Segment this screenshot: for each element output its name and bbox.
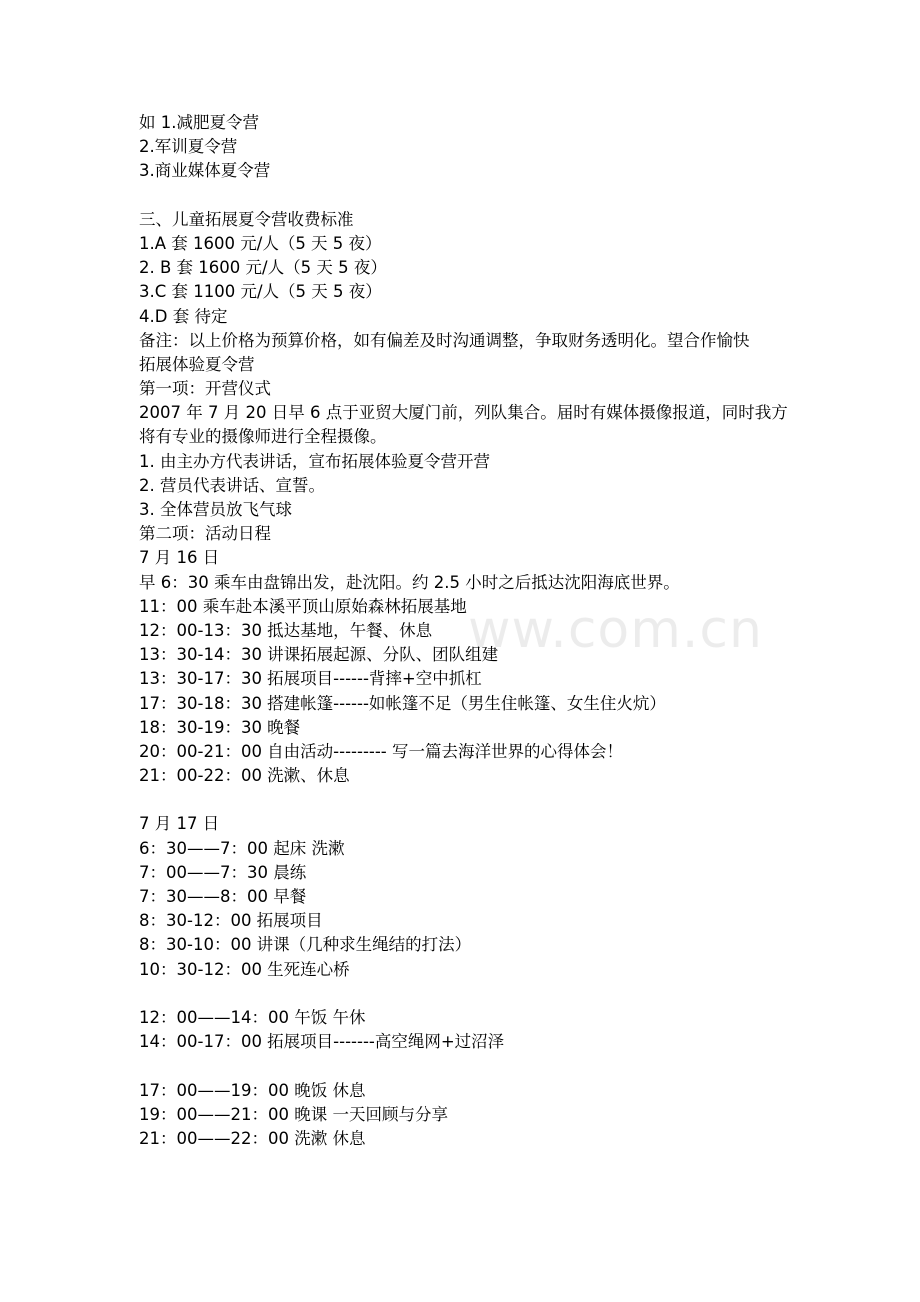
fee-item: 1.A 套 1600 元/人（5 天 5 夜）: [139, 233, 382, 253]
schedule-entry: 13：30-14：30 讲课拓展起源、分队、团队组建: [139, 645, 499, 665]
schedule-entry: 12：00-13：30 抵达基地，午餐、休息: [139, 620, 433, 640]
fee-item: 2. B 套 1600 元/人（5 天 5 夜）: [139, 258, 387, 278]
schedule-entry: 11：00 乘车赴本溪平顶山原始森林拓展基地: [139, 596, 467, 616]
schedule-entry: 21：00-22：00 洗漱、休息: [139, 766, 350, 786]
schedule-entry: 14：00-17：00 拓展项目-------高空绳网+过沼泽: [139, 1032, 505, 1052]
schedule-entry: 7：00——7：30 晨练: [139, 862, 307, 882]
schedule-entry: 17：00——19：00 晚饭 休息: [139, 1080, 366, 1100]
schedule-entry: 7：30——8：00 早餐: [139, 887, 307, 907]
schedule-entry: 8：30-10：00 讲课（几种求生绳结的打法）: [139, 935, 472, 955]
spacer: [139, 184, 799, 208]
schedule-entry: 8：30-12：00 拓展项目: [139, 911, 323, 931]
camp-title: 拓展体验夏令营: [139, 354, 255, 374]
schedule-entry: 6：30——7：00 起床 洗漱: [139, 838, 345, 858]
spacer: [139, 1054, 799, 1078]
schedule-entry: 18：30-19：30 晚餐: [139, 717, 301, 737]
schedule-entry: 17：30-18：30 搭建帐篷------如帐篷不足（男生住帐篷、女生住火炕）: [139, 693, 666, 713]
fee-item: 4.D 套 待定: [139, 306, 228, 326]
schedule-entry: 20：00-21：00 自由活动--------- 写一篇去海洋世界的心得体会！: [139, 741, 624, 761]
schedule-entry: 12：00——14：00 午饭 午休: [139, 1007, 366, 1027]
fee-note: 备注：以上价格为预算价格，如有偏差及时沟通调整，争取财务透明化。望合作愉快: [139, 330, 750, 350]
document-body: [139, 111, 799, 1151]
fee-item: 3.C 套 1100 元/人（5 天 5 夜）: [139, 282, 382, 302]
item2-heading: 第二项：活动日程: [139, 524, 271, 544]
day2-date: 7 月 17 日: [139, 814, 220, 834]
spacer: [139, 788, 799, 812]
watermark-text: ww.com.cn: [468, 600, 763, 660]
schedule-entry: 10：30-12：00 生死连心桥: [139, 959, 350, 979]
schedule-entry: 21：00——22：00 洗漱 休息: [139, 1128, 366, 1148]
intro-line: 如 1.减肥夏令营: [139, 113, 259, 132]
intro-line: 2.军训夏令营: [139, 137, 238, 157]
fees-heading: 三、儿童拓展夏令营收费标准: [139, 209, 354, 229]
item1-step: 3. 全体营员放飞气球: [139, 500, 292, 520]
item1-step: 2. 营员代表讲话、宣誓。: [139, 475, 325, 495]
schedule-entry: 13：30-17：30 拓展项目------背摔+空中抓杠: [139, 669, 482, 689]
intro-line: 3.商业媒体夏令营: [139, 161, 271, 181]
spacer: [139, 982, 799, 1006]
item1-description: 2007 年 7 月 20 日早 6 点于亚贸大厦门前，列队集合。届时有媒体摄像报道，同时我方将有专业的摄像师进行全程摄像。: [139, 403, 788, 447]
day1-date: 7 月 16 日: [139, 548, 220, 568]
item1-heading: 第一项：开营仪式: [139, 379, 271, 399]
schedule-entry: 早 6：30 乘车由盘锦出发，赴沈阳。约 2.5 小时之后抵达沈阳海底世界。: [139, 572, 680, 592]
item1-step: 1. 由主办方代表讲话，宣布拓展体验夏令营开营: [139, 451, 490, 471]
schedule-entry: 19：00——21：00 晚课 一天回顾与分享: [139, 1104, 448, 1124]
